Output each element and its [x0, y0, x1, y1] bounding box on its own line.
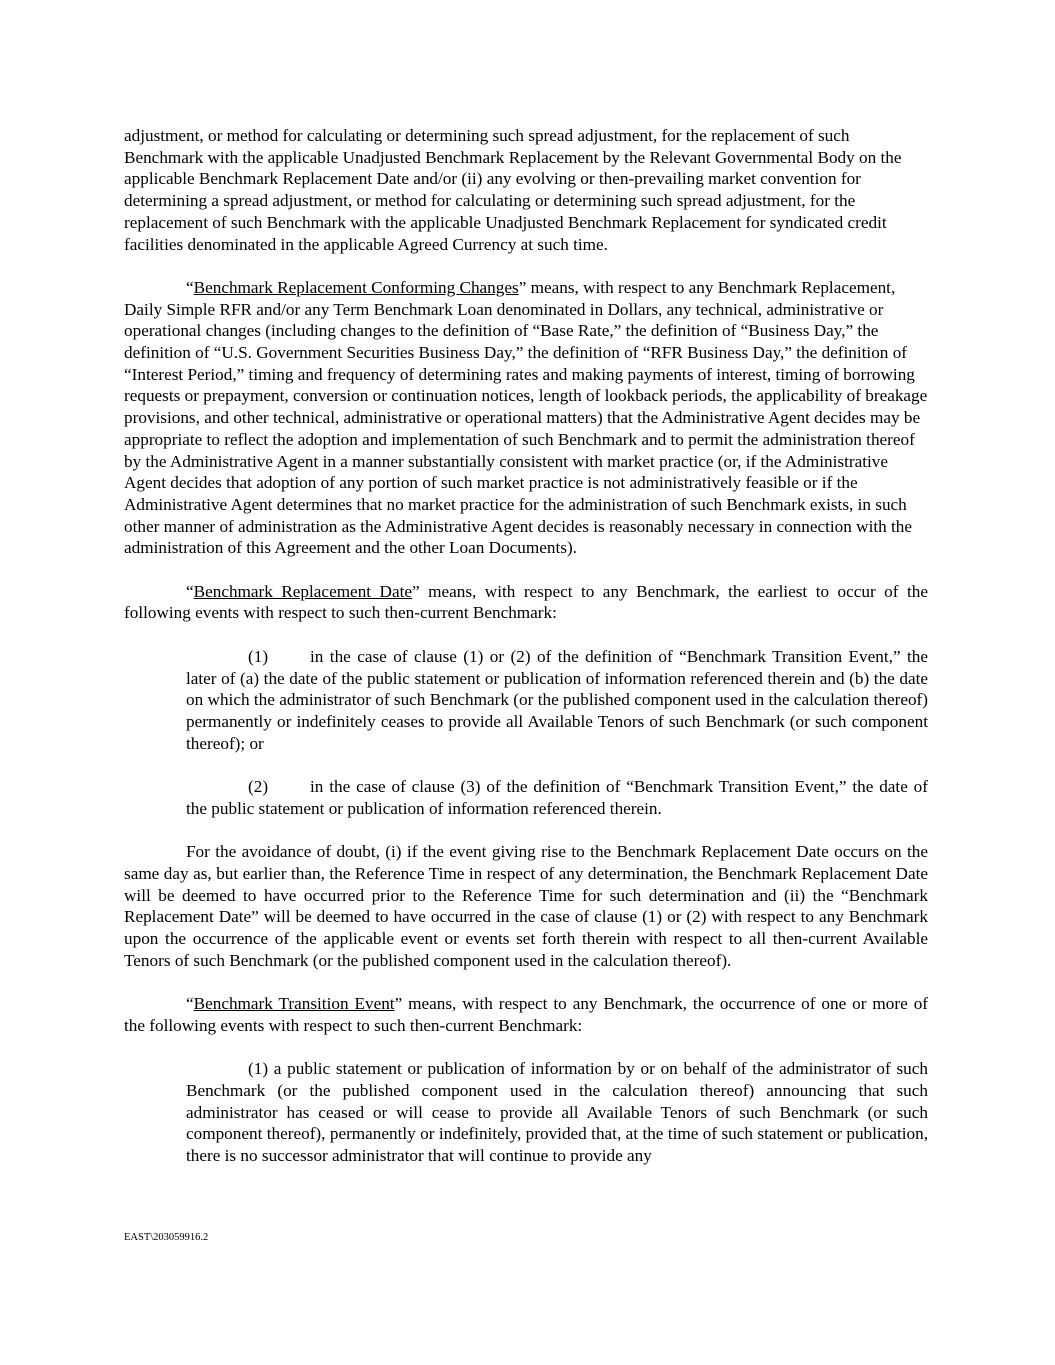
clause-item-2 — [186, 776, 928, 819]
paragraph-conforming-changes — [124, 277, 928, 559]
paragraph-replacement-date — [124, 581, 928, 624]
defined-term-replacement-date: Benchmark Replacement Date — [193, 581, 412, 601]
paragraph-transition-event — [124, 993, 928, 1036]
definition-text: ” means, with respect to any Benchmark, the occurrence of one or more of the following events with respect to such then-current Benchmark: — [124, 994, 929, 1035]
defined-term-conforming-changes: Benchmark Replacement Conforming Changes — [193, 277, 519, 297]
paragraph-spread-adjustment: adjustment, or method for calculating or determining such spread adjustment, for the replacement of such Benchmark with the applicable Unadjusted Benchmark Replacement by the Relevant Governmental Body on the applicable Benchmark Replacement Date and/or (ii) any evolving or then-prevailing market convention for determining a spread adjustment, or method for calculating or determining such spread adjustment, for the replacement of such Benchmark with the applicable Unadjusted Benchmark Replacement for syndicated credit facilities denominated in the applicable Agreed Currency at such time. — [124, 126, 902, 254]
transition-clause-item-1: (1) a public statement or publication of information by or on behalf of the administrator of such Benchmark (or the published component used in the calculation thereof) announcing that such administrator has ceased or will cease to provide all Available Tenors of such Benchmark (or such component thereof), permanently or indefinitely, provided that, at the time of such statement or publication, there is no successor administrator that will continue to provide any — [186, 1059, 928, 1165]
document-footer-id: EAST\203059916.2 — [124, 1232, 209, 1243]
clause-text: in the case of clause (1) or (2) of the definition of “Benchmark Transition Event,” the later of (a) the date of the public statement or publication of information referenced therein and (b) the date on which the administrator of such Benchmark (or the published component used in the calculation thereof) permanently or indefinitely ceases to provide all Available Tenors of such Benchmark (or such component thereof); or — [186, 646, 928, 753]
clause-item-1 — [186, 646, 928, 755]
open-quote: “ — [186, 277, 194, 297]
clause-text: in the case of clause (3) of the definition of “Benchmark Transition Event,” the date of the public statement or publication of information referenced therein. — [186, 777, 928, 818]
definition-text: ” means, with respect to any Benchmark Replacement, Daily Simple RFR and/or any Term Benchmark Loan denominated in Dollars, any technical, administrative or operational changes (including changes to the definition of “Base Rate,” the definition of “Business Day,” the definition of “U.S. Government Securities Business Day,” the definition of “RFR Business Day,” the definition of “Interest Period,” timing and frequency of determining rates and making payments of interest, timing of borrowing requests or prepayment, conversion or continuation notices, length of lookback periods, the applicability of breakage provisions, and other technical, administrative or operational matters) that the Administrative Agent decides may be appropriate to reflect the adoption and implementation of such Benchmark and to permit the administration thereof by the Administrative Agent in a manner substantially consistent with market practice (or, if the Administrative Agent decides that adoption of any portion of such market practice is not administratively feasible or if the Administrative Agent determines that no market practice for the administration of such Benchmark exists, in such other manner of administration as the Administrative Agent decides is reasonably necessary in connection with the administration of this Agreement and the other Loan Documents). — [124, 277, 928, 558]
clause-number: (1) — [248, 646, 269, 666]
document-page — [124, 125, 928, 1167]
open-quote: “ — [186, 994, 194, 1014]
definition-text: ” means, with respect to any Benchmark, the earliest to occur of the following events with respect to such then-current Benchmark: — [124, 581, 928, 623]
clause-number: (2) — [248, 777, 269, 797]
paragraph-avoidance-of-doubt: For the avoidance of doubt, (i) if the event giving rise to the Benchmark Replacement Date occurs on the same day as, but earlier than, the Reference Time in respect of any determination, the Benchmark Replacement Date will be deemed to have occurred prior to the Reference Time for such determination and (ii) the “Benchmark Replacement Date” will be deemed to have occurred in the case of clause (1) or (2) with respect to any Benchmark upon the occurrence of the applicable event or events set forth therein with respect to all then-current Available Tenors of such Benchmark (or the published component used in the calculation thereof). — [124, 842, 928, 970]
open-quote: “ — [186, 581, 194, 601]
defined-term-transition-event: Benchmark Transition Event — [193, 994, 395, 1014]
